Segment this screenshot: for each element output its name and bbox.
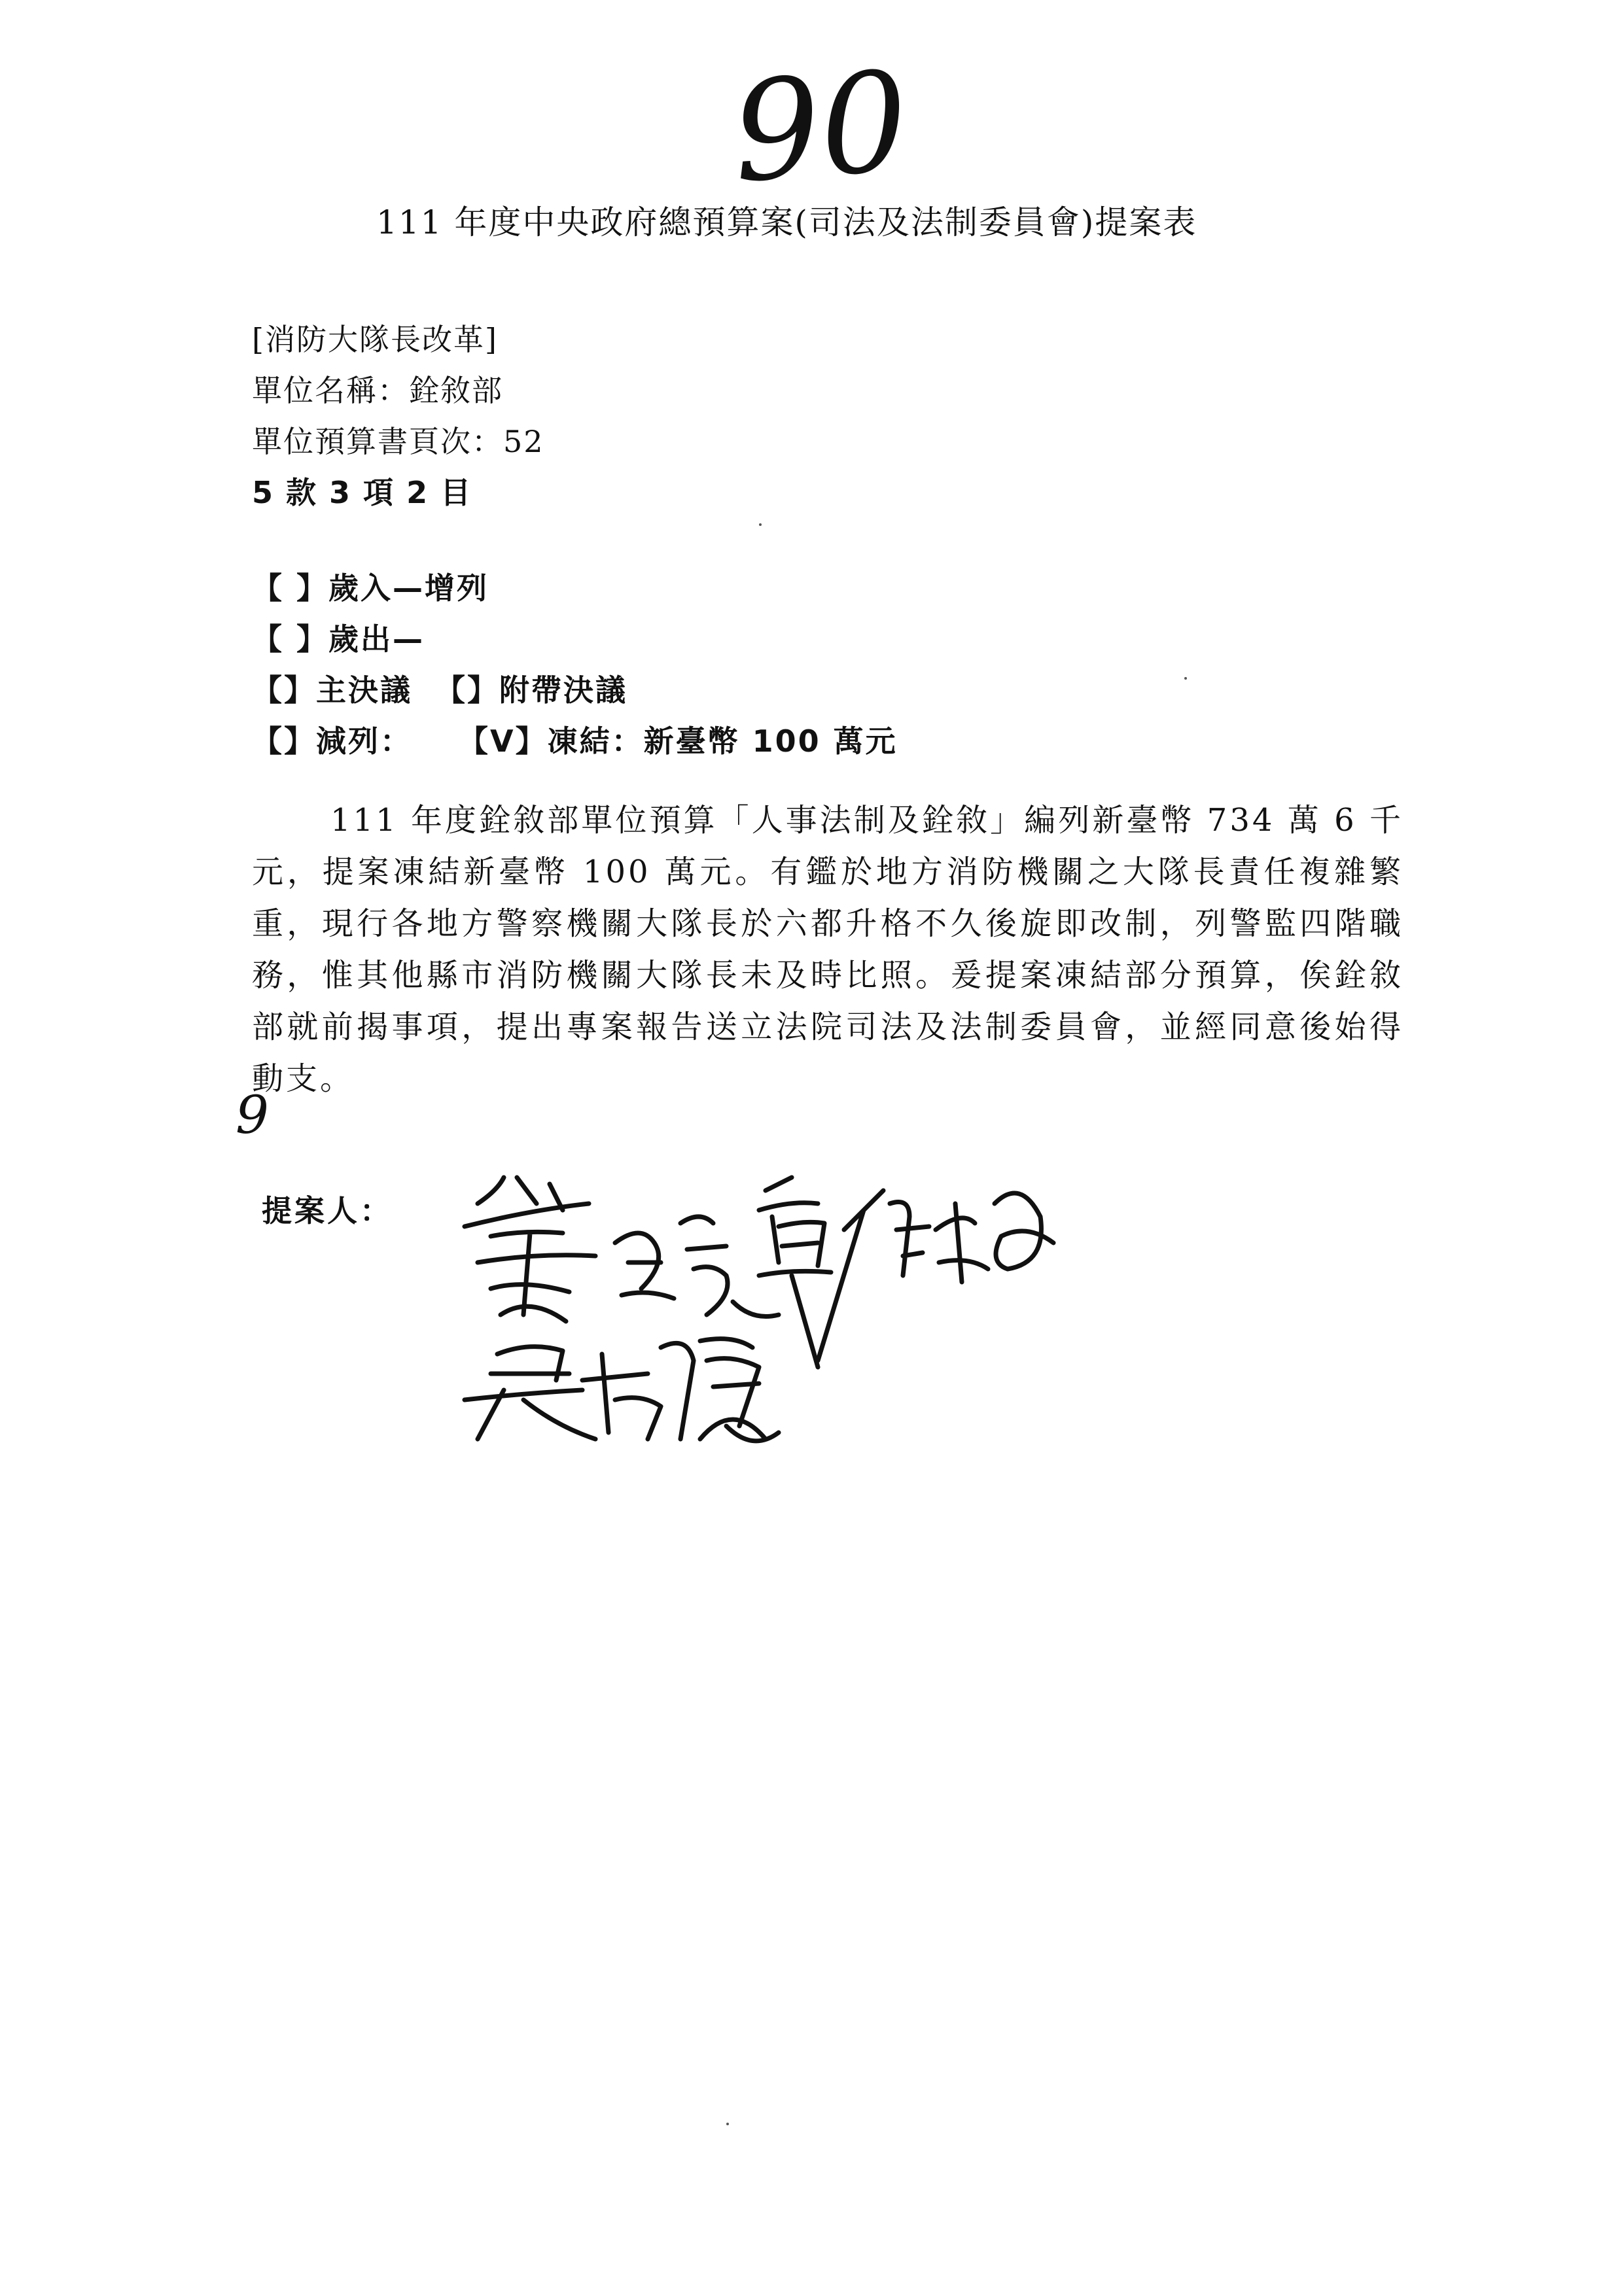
signature-1 <box>465 1177 595 1321</box>
handwritten-page-number: 90 <box>727 41 913 214</box>
budget-page-line: 單位預算書頁次：52 <box>252 424 544 459</box>
option-reduction: 【】減列： <box>252 723 412 759</box>
scan-speck <box>759 523 762 526</box>
proposer-label: 提案人： <box>262 1193 393 1228</box>
signature-4 <box>818 1191 1053 1361</box>
handwritten-signatures <box>451 1164 1224 1472</box>
scan-speck <box>726 2123 729 2125</box>
option-revenue: 【 】歲入—增列 <box>252 570 489 606</box>
meta-block <box>252 314 544 518</box>
unit-name-line: 單位名稱：銓敘部 <box>252 373 503 408</box>
option-expenditure: 【 】歲出— <box>252 621 425 657</box>
proposal-body: 111 年度銓敘部單位預算「人事法制及銓敘」編列新臺幣 734 萬 6 千元，提案凍結新臺幣 100 萬元。有鑑於地方消防機關之大隊長責任複雜繁重，現行各地方警察機關大隊長於六都升格不久後旋即改制，列警監四階職務，惟其他縣市消防機關大隊長未及時比照。爰提案凍結部分預算，俟銓敘部就前揭事項，提出專案報告送立法院司法及法制委員會，並經同意後始得動支。 <box>252 802 1403 1097</box>
option-resolutions-row <box>252 665 898 716</box>
option-supplementary-resolution: 【】附帶決議 <box>435 672 628 708</box>
option-reduce-freeze-row <box>252 716 898 767</box>
scan-speck <box>1184 677 1187 680</box>
subject-line: [消防大隊長改革] <box>252 322 498 357</box>
handwritten-margin-mark: 9 <box>236 1085 269 1145</box>
document-title: 111 年度中央政府總預算案(司法及法制委員會)提案表 <box>376 203 1197 241</box>
option-main-resolution: 【】主決議 <box>252 672 412 708</box>
option-freeze: 【V】凍結：新臺幣 100 萬元 <box>458 723 898 759</box>
signature-5 <box>465 1339 779 1441</box>
signature-2 <box>615 1217 779 1317</box>
section-line: 5 款 3 項 2 目 <box>252 475 472 510</box>
signature-3 <box>759 1177 831 1367</box>
options-block <box>252 563 898 767</box>
